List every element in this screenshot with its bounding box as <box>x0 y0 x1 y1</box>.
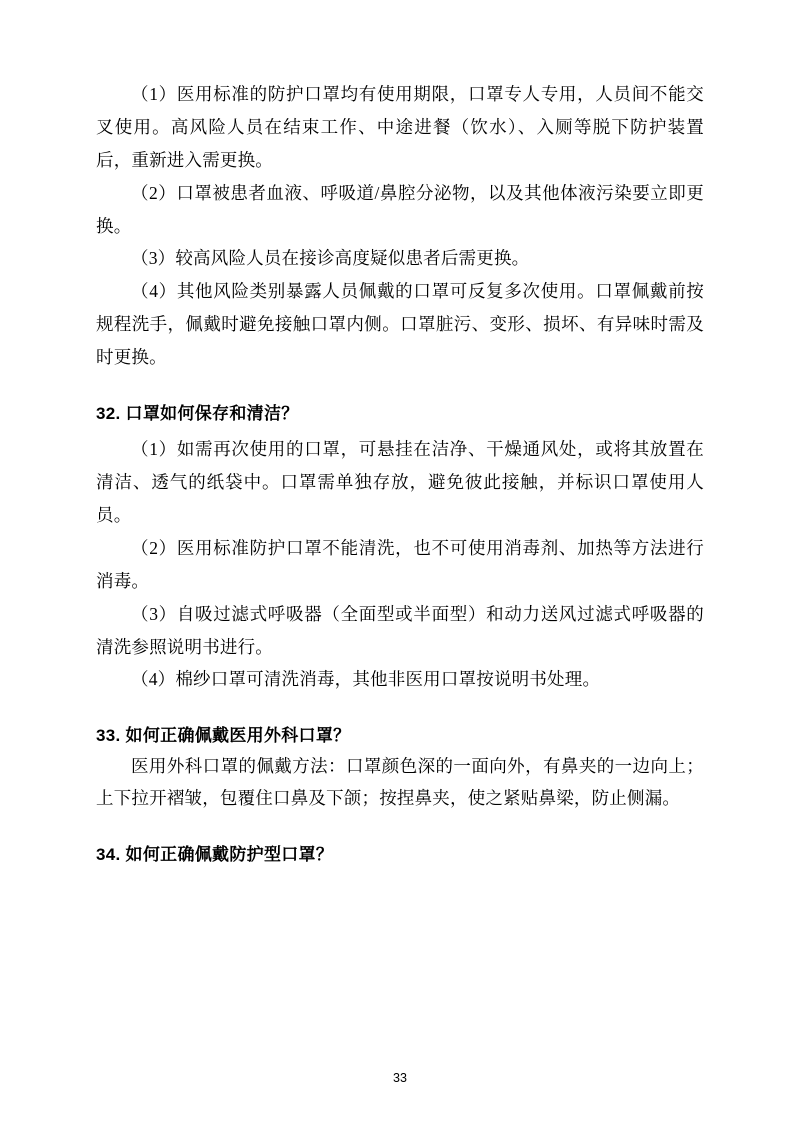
paragraph: （3）较高风险人员在接诊高度疑似患者后需更换。 <box>131 248 530 269</box>
paragraph: （2）医用标准防护口罩不能清洗，也不可使用消毒剂、加热等方法进行消毒。 <box>96 537 704 591</box>
paragraph: （3）自吸过滤式呼吸器（全面型或半面型）和动力送风过滤式呼吸器的清洗参照说明书进行。 <box>96 603 704 657</box>
paragraph: （4）其他风险类别暴露人员佩戴的口罩可反复多次使用。口罩佩戴前按规程洗手，佩戴时避免接触口罩内侧。口罩脏污、变形、损坏、有异味时需及时更换。 <box>96 281 704 368</box>
section-heading-32: 32. 口罩如何保存和清洁？ <box>96 404 299 424</box>
page-number: 33 <box>393 1071 407 1085</box>
paragraph: （4）棉纱口罩可清洗消毒，其他非医用口罩按说明书处理。 <box>131 669 601 690</box>
paragraph: （2）口罩被患者血液、呼吸道/鼻腔分泌物，以及其他体液污染要立即更换。 <box>96 182 704 236</box>
section-heading-33: 33. 如何正确佩戴医用外科口罩？ <box>96 726 351 746</box>
section-heading-34: 34. 如何正确佩戴防护型口罩？ <box>96 845 334 865</box>
document-body <box>96 78 704 868</box>
paragraph: 医用外科口罩的佩戴方法：口罩颜色深的一面向外，有鼻夹的一边向上；上下拉开褶皱，包覆住口鼻及下颌；按捏鼻夹，使之紧贴鼻梁，防止侧漏。 <box>96 755 704 809</box>
paragraph: （1）如需再次使用的口罩，可悬挂在洁净、干燥通风处，或将其放置在清洁、透气的纸袋中。口罩需单独存放，避免彼此接触，并标识口罩使用人员。 <box>96 439 704 525</box>
paragraph: （1）医用标准的防护口罩均有使用期限，口罩专人专用，人员间不能交叉使用。高风险人员在结束工作、中途进餐（饮水）、入厕等脱下防护装置后，重新进入需更换。 <box>96 84 704 170</box>
